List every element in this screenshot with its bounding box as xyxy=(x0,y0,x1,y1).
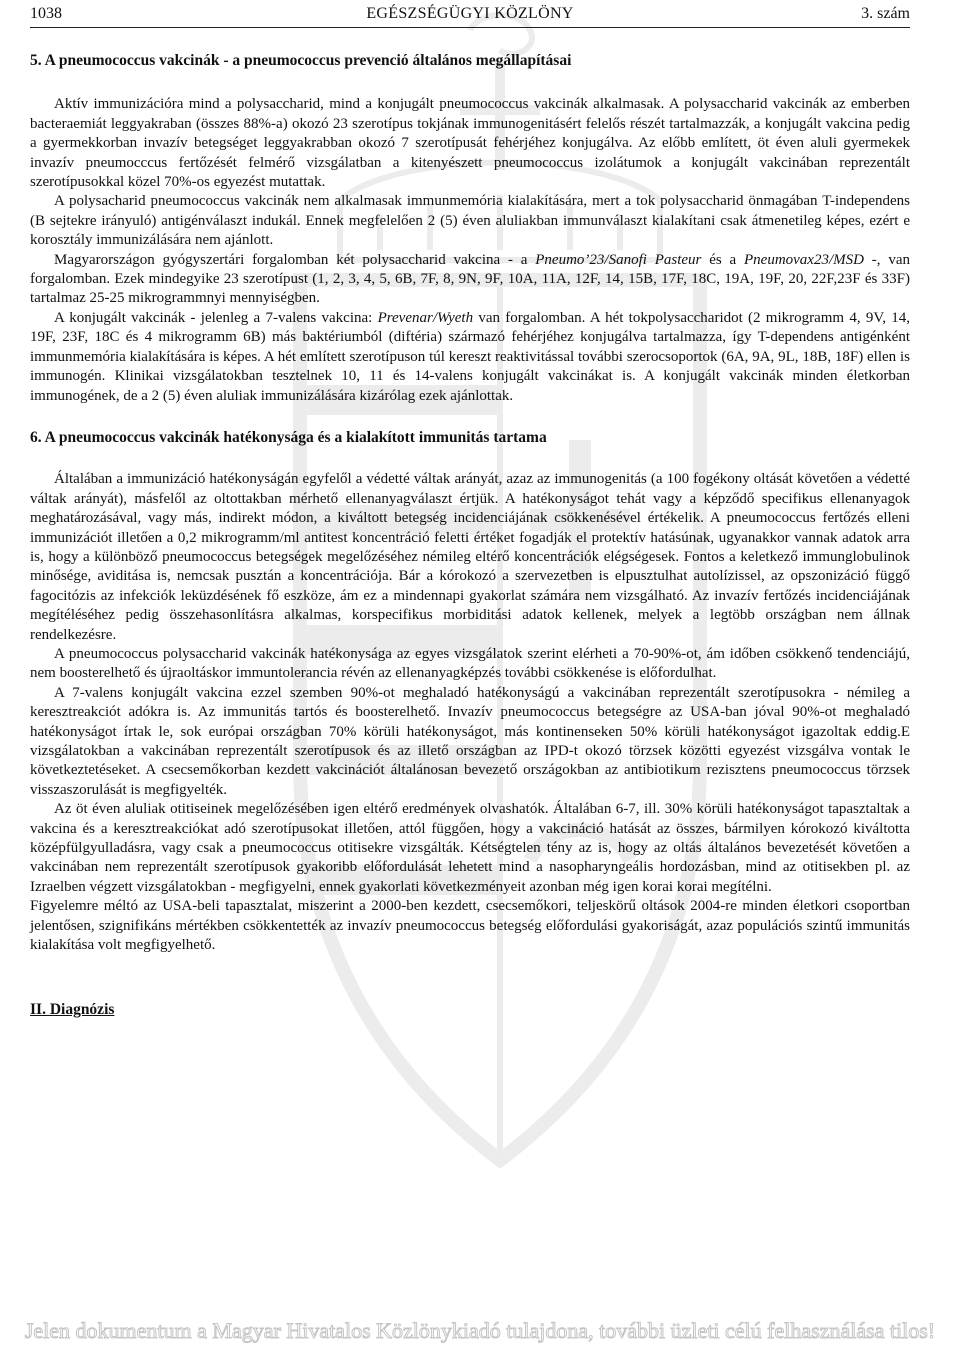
section-6-title: 6. A pneumococcus vakcinák hatékonysága és a kialakított immunitás tartama xyxy=(30,428,547,446)
section-6-paragraph-4: Az öt éven aluliak otitiseinek megelőzésében igen eltérő eredmények olvashatók. Általában 6-7, ill. 30% körüli hatékonyságot tapasztaltak a vakcina és a keresztreakciókat adó szerotípusokat illetően, attól függően, hogy a vakcináció hatását az összes, bármilyen kórokozó kiváltotta középfülgyulladásra, vagy csak a pneumococcus otitisekre vizsgálták. Kétségtelen tény az is, hogy az oltás általános bevezetését követően a vakcinában nem reprezentált szerotípusok gyakoribb előfordulását lehetett mind a nasopharyngeális hordozásban, mind az otitisekben pl. az Izraelben végzett vizsgálatokban - megfigyelni, ennek gyakorlati következményeit azonban még igen korai korai megítélni. xyxy=(30,801,910,895)
page-header xyxy=(30,5,910,28)
section-5-paragraph-2: A polysacharid pneumococcus vakcinák nem alkalmasak immunmemória kialakítására, mert a tok polysaccharid önmagában T-independens (B sejtekre irányuló) antigénválaszt indukál. Ennek megfelelően 2 (5) éven aluliakban immunválaszt kialakítani csak átmenetileg képes, ezért e korosztály immunizálására nem ajánlott. xyxy=(30,193,910,249)
section-5-paragraph-4 xyxy=(30,309,910,406)
section-6-paragraph-5: Figyelemre méltó az USA-beli tapasztalat, miszerint a 2000-ben kezdett, csecsemőkori, teljeskörű oltások 2004-re minden életkori csoportban jelentősen, szignifikáns mértékben csökkentették az invazív pneumococcus betegség előfordulási gyakoriságát, azaz populációs szintű immunitás kialakítása volt megfigyelhető. xyxy=(30,898,910,954)
issue-number: 3. szám xyxy=(861,5,910,22)
p4-text-b: van forgalomban. A hét tokpolysaccharidot (2 mikrogramm 4, 9V, 14, 19F, 23F, 18C és 4 mikrogramm 6B) más baktériumból (diftéria) származó fehérjéhez konjugálva tartalmazza, így T-dependens antigénként immunmemória kialakítására is képes. A hét említett szerotípuson túl kereszt reaktivitással további szerocsoportok (6A, 9A, 9L, 18B, 18F) ellen is immunogén. Klinikai vizsgálatokban tesztelnek 10, 11 és 14-valens konjugált vakcinákat is. A konjugált vakcinák minden életkorban immunogének, de a 2 (5) éven aluliak immunizálására kizárólag ezek ajánlottak. xyxy=(30,309,911,404)
p3-text-c: -, van forgalomban. Ezek mindegyike 23 szerotípust (1, 2, 3, 4, 5, 6B, 7F, 8, 9N, 9F, 10A, 11A, 12F, 14, 15B, 17F, 18C, 19A, 19F, 20, 22F,23F és 33F) tartalmaz 25-25 mikrogrammnyi mennyiségben. xyxy=(30,251,911,307)
p4-text-a: A konjugált vakcinák - jelenleg a 7-valens vakcina: xyxy=(54,309,378,326)
product-name-pneumo23: Pneumo’23/Sanofi Pasteur xyxy=(535,251,702,268)
p3-text-b: és a xyxy=(701,251,744,268)
ownership-notice: Jelen dokumentum a Magyar Hivatalos Közlönykiadó tulajdona, további üzleti célú felhasználása tilos! xyxy=(24,1318,936,1343)
journal-title: EGÉSZSÉGÜGYI KÖZLÖNY xyxy=(366,5,574,22)
p3-text-a: Magyarországon gyógyszertári forgalomban két polysaccharid vakcina - a xyxy=(54,251,536,268)
section-6-paragraph-1: Általában a immunizáció hatékonyságán egyfelől a védetté váltak arányát, azaz az immunogenitás (a 100 fogékony oltását követően a védetté váltak arányát), másfelől az oltottakban mérhető ellenanyagválaszt értjük. A hatékonyságot tehát vagy a képződő specifikus ellenanyagok meghatározásával, vagy más, indirekt módon, a kiváltott betegség incidenciájának csökkenésével értékelik. A pneumococcus fertőzés elleni immunizációt illetően a 0,2 mikrogramm/ml antitest koncentráció feletti értéket fogadják el protektív hatásúnak, ugyanakkor vannak adatok arra is, hogy a különböző pneumococcus betegségek megelőzéséhez némileg eltérő koncentrációk elégségesek. Fontos a keletkező immunglobulinok minősége, aviditása is, nemcsak pusztán a koncentrációja. Bár a kórokozó a szervezetben is elpusztulhat autolízissel, az opszonizáció függő fagocitózis az infekciók leküzdésének fő eszköze, ám ez a mindennapi gyakorlat számára nem vizsgálható. Az invazív fertőzés incidenciájának megítéléséhez pedig összehasonlításra alkalmas, korspecifikus morbiditási adatok kellenek, melyek a legtöbb országban nem állnak rendelkezésre. xyxy=(30,471,910,643)
section-5-paragraph-3 xyxy=(30,251,910,309)
diagnosis-heading: II. Diagnózis xyxy=(30,1001,115,1019)
page-number: 1038 xyxy=(30,5,62,22)
section-5-paragraph-1: Aktív immunizációra mind a polysaccharid, mind a konjugált pneumococcus vakcinák alkalmasak. A polysaccharid vakcinák az emberben bacteraemiát leggyakraban (összes 88%-a) okozó 23 szerotípus tokjának immunogenitásért felelős részét tartalmazzák, a konjugált vakcina pedig a gyermekkorban invazív betegséget leggyakrabban okozó 7 szerotípusát fehérjéhez konjugálva. Az előbb említett, öt éven aluli gyermekek invazív pneumocccus fertőzését felmérő vizsgálatban a kitenyészett pneumococcus izolátumok a konjugált vakcinában reprezentált szerotípusokkal közel 70%-os egyezést mutattak. xyxy=(30,96,910,191)
section-6-paragraph-3: A 7-valens konjugált vakcina ezzel szemben 90%-ot meghaladó hatékonyságú a vakcinában reprezentált szerotípusokra - némileg a keresztreakciót adókra is. Az immunitás tartós és boosterelhető. Invazív pneumococcus betegségre az USA-ban jóval 90%-ot meghaladó hatékonyságot írtak le, sok európai országban 70% körüli hatékonyságot, más kontinenseken 50% körüli hatékonyságot igazoltak eddig.E vizsgálatokban a vakcinában reprezentált szerotípusok és az illető országban az IPD-t okozó törzsek közötti egyezést vizsgálva vontak le következtetéseket. A csecsemőkorban kezdett vakcinációt általánosan bevezető országokban az antibiotikum rezisztens pneumococcus törzsek visszaszorulását is megfigyelték. xyxy=(30,684,910,798)
section-5-title: 5. A pneumococcus vakcinák - a pneumococcus prevenció általános megállapításai xyxy=(30,52,572,69)
product-name-prevenar: Prevenar/Wyeth xyxy=(377,309,474,326)
product-name-pneumovax23: Pneumovax23/MSD xyxy=(744,251,864,268)
section-6-paragraph-2: A pneumococcus polysaccharid vakcinák hatékonysága az egyes vizsgálatok szerint elérheti a 70-90%-ot, ám időben csökkenő tendenciájú, nem boosterelhető és újraoltáskor immuntolerancia révén az ellenanyagképzés további csökkenése is előfordulhat. xyxy=(30,645,910,682)
page-content xyxy=(30,51,910,1020)
